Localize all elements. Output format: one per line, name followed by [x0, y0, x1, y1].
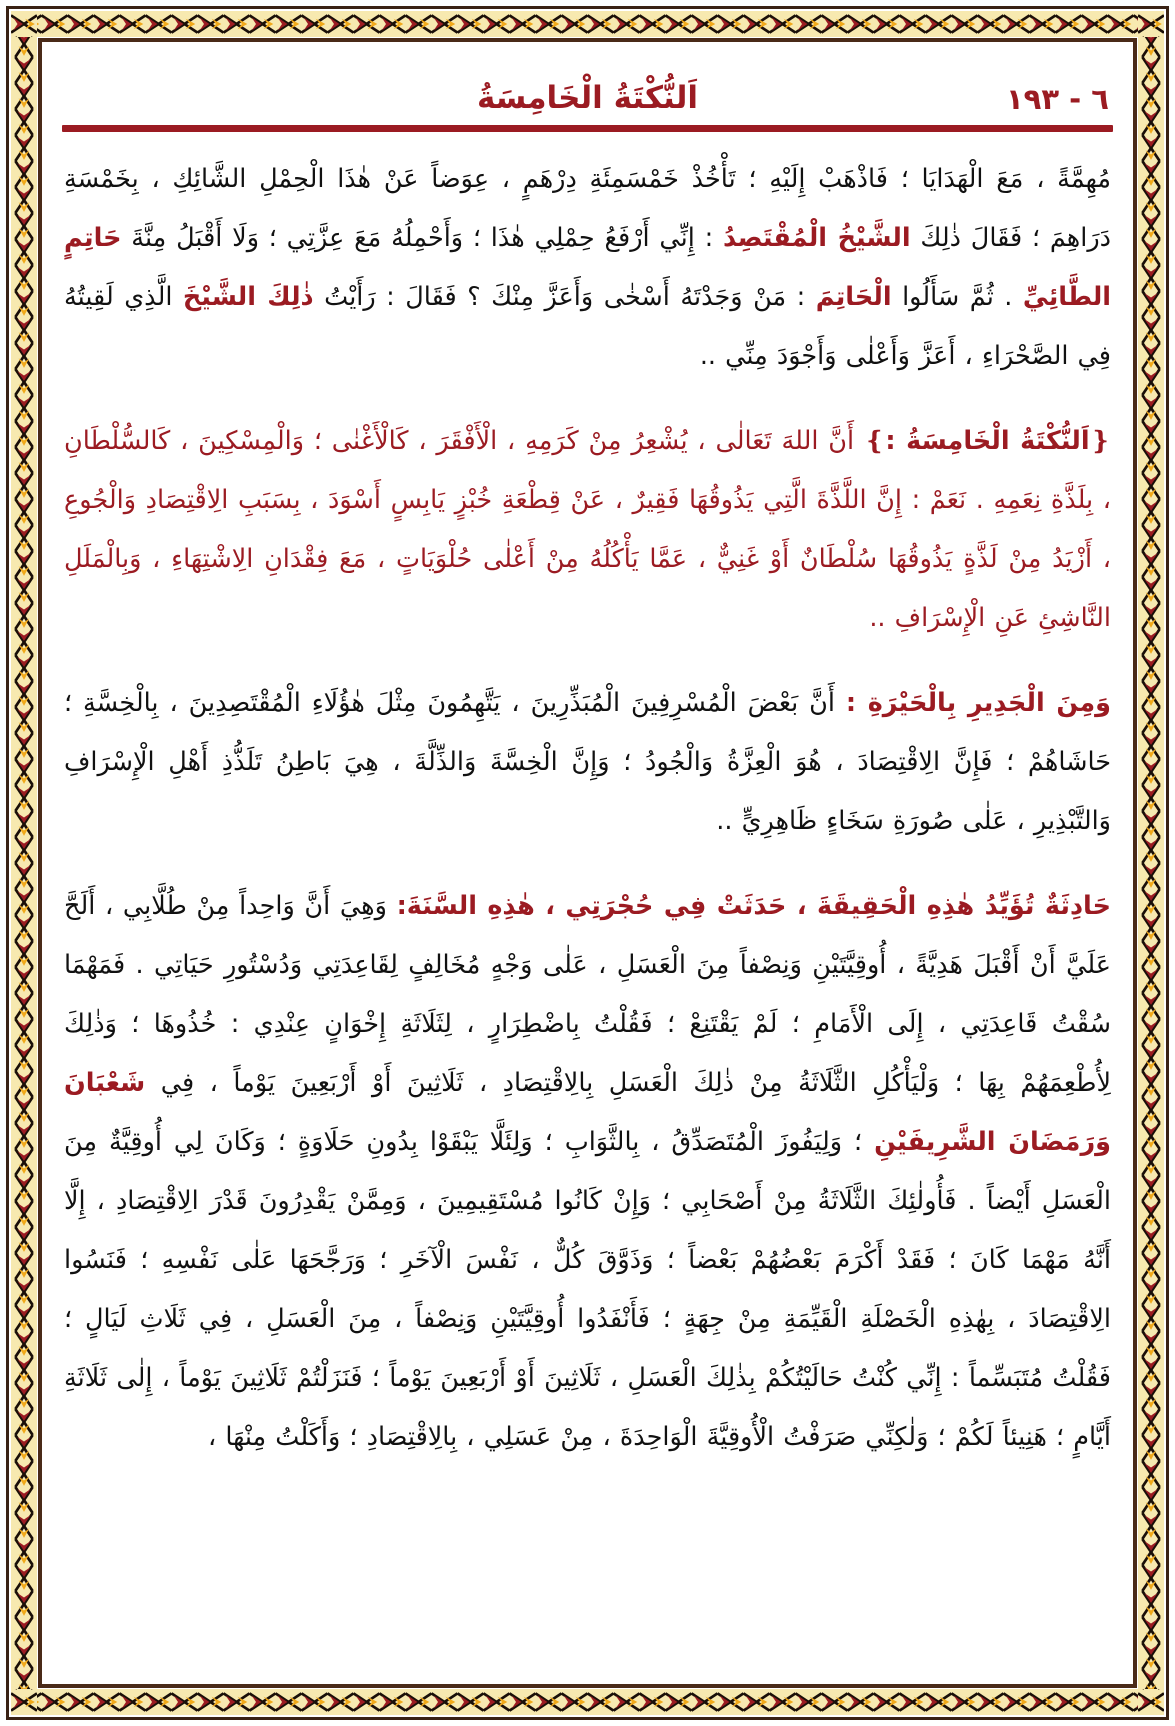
para-1-run-0: مُهِمَّةً ، مَعَ الْهَدَايَا ؛ فَاذْهَبْ إِلَيْهِ ؛ تَأْخُذْ خَمْسَمِئَةِ دِرْهَمٍ ، عِوَضاً عَنْ هٰذَا الْحِمْلِ الشَّائِكِ ، بِخَمْسَةِ دَرَاهِمَ ؛ فَقَالَ ذٰلِكَ	[64, 164, 1112, 253]
body-text	[60, 150, 1115, 1467]
para-3-run-0: وَمِنَ الْجَدِيرِ بِالْحَيْرَةِ :	[845, 688, 1111, 718]
para-2-run-3: أَنَّ اللهَ تَعَالٰى ، يُشْعِرُ مِنْ كَرَمِهِ ، الْأَفْقَرَ ، كَالْأَغْنٰى ؛ وَالْمِسْكِينَ ، كَالسُّلْطَانِ ، بِلَذَّةِ نِعَمِهِ . نَعَمْ : إِنَّ اللَّذَّةَ الَّتِي يَذُوقُهَا فَقِيرٌ ، عَنْ قِطْعَةِ خُبْزٍ يَابِسٍ أَسْوَدَ ، بِسَبَبِ الِاقْتِصَادِ وَالْجُوعِ ، أَزْيَدُ مِنْ لَذَّةٍ يَذُوقُهَا سُلْطَانٌ أَوْ غَنِيٌّ ، عَمَّا يَأْكُلُهُ مِنْ أَعْلٰى حُلْوَيَاتٍ ، مَعَ فِقْدَانِ الِاشْتِهَاءِ ، وَبِالْمَلَلِ النَّاشِئِ عَنِ الْإِسْرَافِ ..	[64, 426, 1111, 633]
para-4-run-3: ؛ وَلِيَفُوزَ الْمُتَصَدِّقُ ، بِالثَّوَابِ ؛ وَلِئَلَّا يَبْقَوْا بِدُونِ حَلَاوَةٍ ؛ وَكَانَ لِي أُوقِيَّةٌ مِنَ الْعَسَلِ أَيْضاً . فَأُولٰئِكَ الثَّلَاثَةُ مِنْ أَصْحَابِي ؛ وَإِنْ كَانُوا مُسْتَقِيمِينَ ، وَمِمَّنْ يَقْدِرُونَ قَدْرَ الِاقْتِصَادِ ، إِلَّا أَنَّهُ مَهْمَا كَانَ ؛ فَقَدْ أَكْرَمَ بَعْضُهُمْ بَعْضاً ؛ وَذَوَّقَ كُلٌّ ، نَفْسَ الْآخَرِ ؛ وَرَجَّحَهَا عَلٰى نَفْسِهِ ؛ فَنَسُوا الِاقْتِصَادَ ، بِهٰذِهِ الْخَصْلَةِ الْقَيِّمَةِ مِنْ جِهَةٍ ؛ فَأَنْفَدُوا أُوقِيَّتَيْنِ وَنِصْفاً ، مِنَ الْعَسَلِ ، فِي ثَلَاثِ لَيَالٍ ؛ فَقُلْتُ مُتَبَسِّماً : إِنِّي كُنْتُ حَالَيْتُكُمْ بِذٰلِكَ الْعَسَلِ ، ثَلَاثِينَ أَوْ أَرْبَعِينَ يَوْماً ؛ فَنَزَلْتُمْ ثَلَاثِينَ يَوْماً ، إِلٰى ثَلَاثَةِ أَيَّامٍ ؛ هَنِيئاً لَكُمْ ؛ وَلٰكِنِّي صَرَفْتُ الْأُوقِيَّةَ الْوَاحِدَةَ ، مِنْ عَسَلِي ، بِالِاقْتِصَادِ ؛ وَأَكَلْتُ مِنْهَا ،	[64, 1127, 1111, 1452]
para-4-run-0: حَادِثَةٌ تُؤَيِّدُ هٰذِهِ الْحَقِيقَةَ ، حَدَثَتْ فِي حُجْرَتِي ، هٰذِهِ السَّنَةَ:	[396, 891, 1111, 921]
page-header	[60, 58, 1115, 116]
para-3-run-1: أَنَّ بَعْضَ الْمُسْرِفِينَ الْمُبَذِّرِينَ ، يَتَّهِمُونَ مِثْلَ هٰؤُلَاءِ الْمُقْتَصِدِينَ ، بِالْخِسَّةِ ؛ حَاشَاهُمْ ؛ فَإِنَّ الِاقْتِصَادَ ، هُوَ الْعِزَّةُ وَالْجُودُ ؛ وَإِنَّ الْخِسَّةَ وَالذِّلَّةَ ، هِيَ بَاطِنُ تَلَذُّذِ أَهْلِ الْإِسْرَافِ وَالتَّبْذِيرِ ، عَلٰى صُورَةِ سَخَاءٍ ظَاهِرِيٍّ ..	[64, 688, 1111, 836]
para-2	[64, 412, 1111, 648]
para-3	[64, 674, 1111, 851]
para-1-run-5: الْحَاتِمَ	[815, 282, 892, 312]
para-1-run-3: حَاتِمٍ الطَّائِيِّ	[64, 223, 1112, 312]
header-divider-rule	[62, 125, 1113, 132]
para-1-run-1: الشَّيْخُ الْمُقْتَصِدُ	[722, 223, 911, 253]
para-2-run-2: ❵	[863, 426, 886, 456]
page-content	[60, 58, 1115, 1668]
page-folio-number: ٦ - ١٩٣	[1005, 82, 1109, 116]
para-1-run-6: : مَنْ وَجَدْتَهُ أَسْخٰى وَأَعَزَّ مِنْكَ ؟ فَقَالَ : رَأَيْتُ	[313, 282, 816, 312]
para-1	[64, 150, 1111, 386]
para-1-run-7: ذٰلِكَ الشَّيْخَ	[182, 282, 314, 312]
para-1-run-4: . ثُمَّ سَأَلُوا	[891, 282, 1023, 312]
para-2-run-1: اَلنُّكْتَةُ الْخَامِسَةُ :	[885, 426, 1090, 456]
para-1-run-2: : إِنِّي أَرْفَعُ حِمْلِي هٰذَا ؛ وَأَحْمِلُهُ مَعَ عِزَّتِي ؛ وَلَا أَقْبَلُ مِنَّةَ	[121, 223, 723, 253]
page-title: اَلنُّكْتَةُ الْخَامِسَةُ	[477, 80, 698, 116]
para-4-run-1: وَهِيَ أَنَّ وَاحِداً مِنْ طُلَّابِي ، أَلَحَّ عَلَيَّ أَنْ أَقْبَلَ هَدِيَّةً ، أُوقِيَّتَيْنِ وَنِصْفاً مِنَ الْعَسَلِ ، عَلٰى وَجْهٍ مُخَالِفٍ لِقَاعِدَتِي وَدُسْتُورِ حَيَاتِي . فَمَهْمَا سُقْتُ قَاعِدَتِي ، إِلَى الْأَمَامِ ؛ لَمْ يَقْتَنِعْ ؛ فَقُلْتُ بِاضْطِرَارٍ ، لِثَلَاثَةِ إِخْوَانٍ عِنْدِي : خُذُوهَا ؛ وَذٰلِكَ لِأُطْعِمَهُمْ بِهَا ؛ وَلْيَأْكُلِ الثَّلَاثَةُ مِنْ ذٰلِكَ الْعَسَلِ بِالِاقْتِصَادِ ، ثَلَاثِينَ أَوْ أَرْبَعِينَ يَوْماً ، فِي	[64, 891, 1111, 1098]
para-2-run-0: ❴	[1089, 426, 1111, 456]
para-4	[64, 877, 1111, 1467]
para-1-run-8: الَّذِي لَقِيتُهُ فِي الصَّحْرَاءِ ، أَعَزَّ وَأَعْلٰى وَأَجْوَدَ مِنِّي ..	[64, 282, 1111, 371]
para-4-run-2: شَعْبَانَ وَرَمَضَانَ الشَّرِيفَيْنِ	[64, 1068, 1112, 1157]
